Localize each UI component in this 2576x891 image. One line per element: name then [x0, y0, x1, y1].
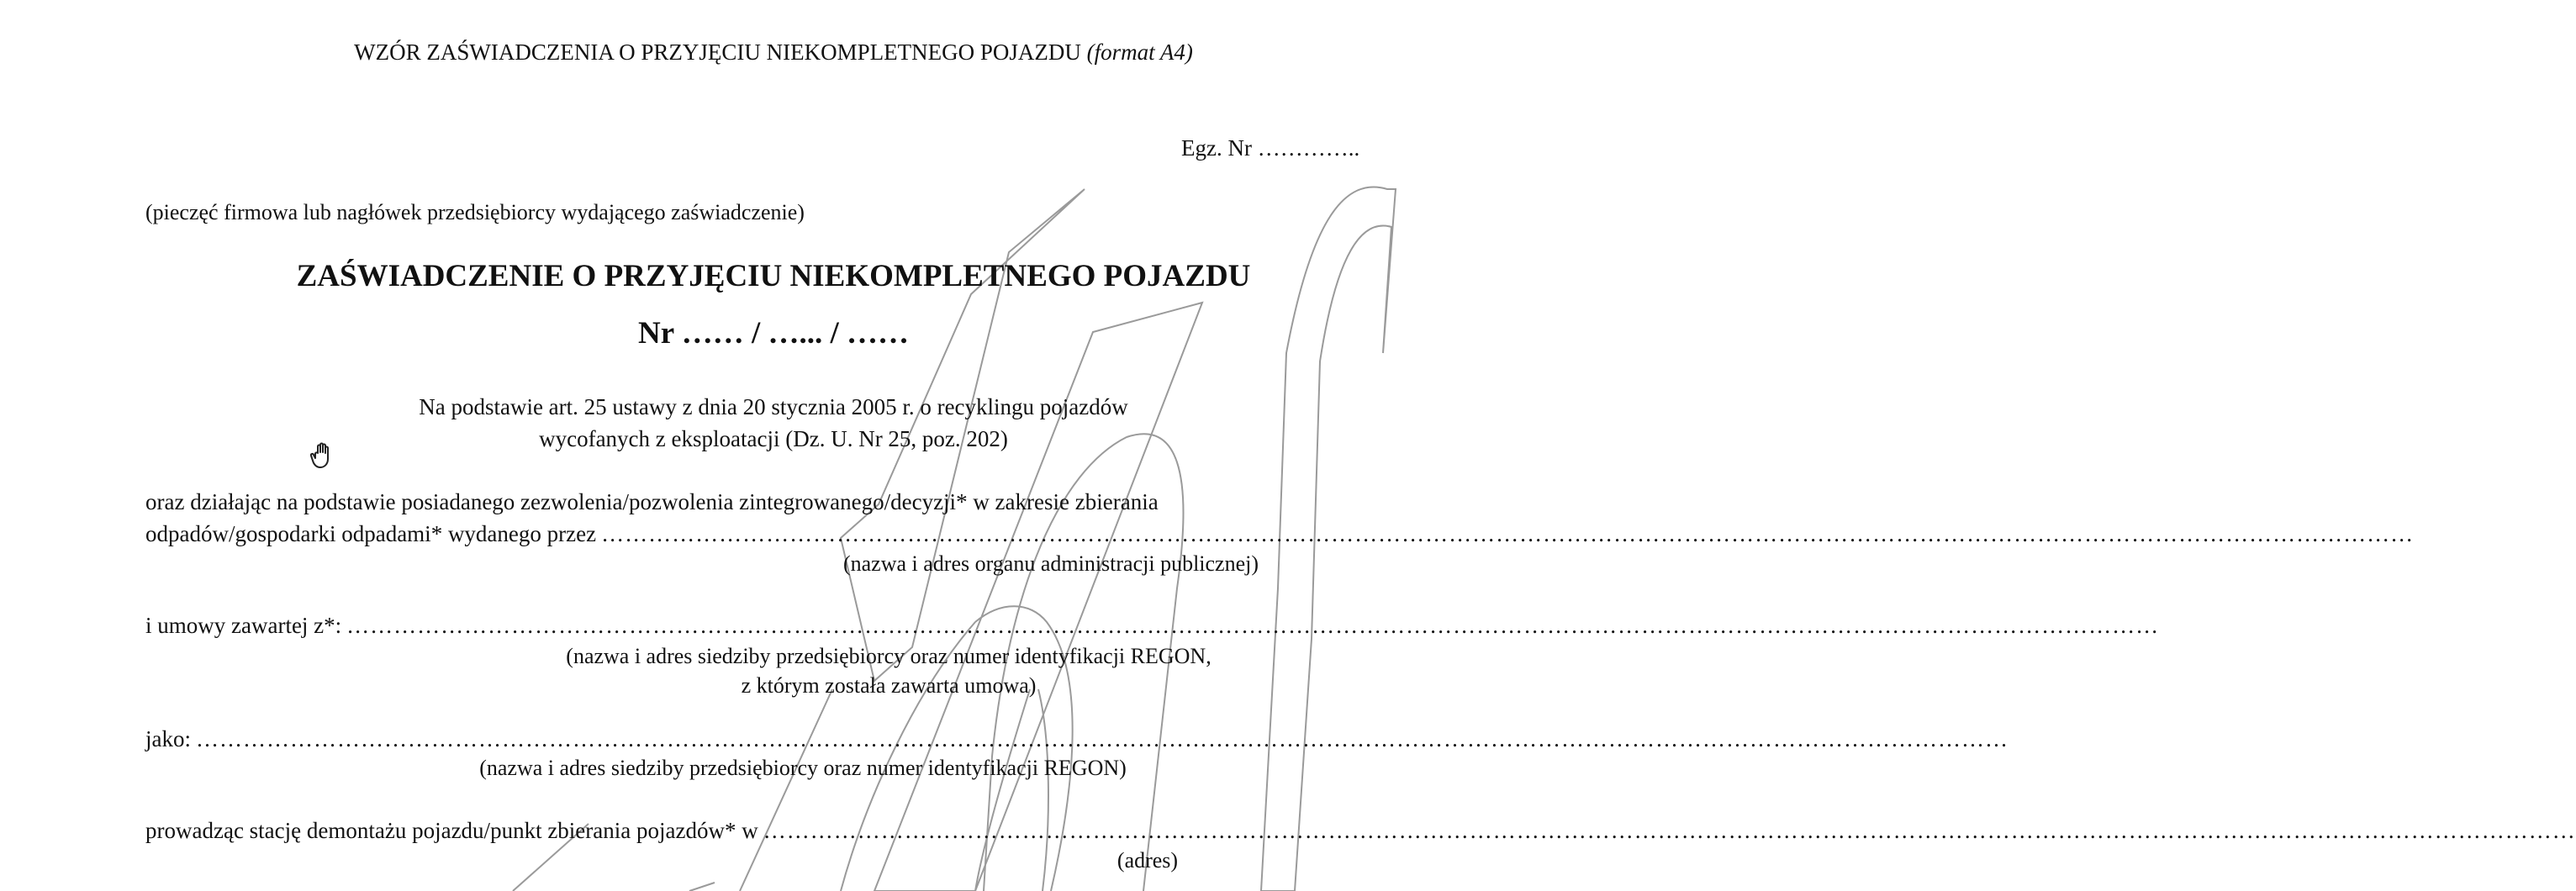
template-format: (format A4)	[1086, 40, 1193, 65]
watermark-stroke-bottom3	[740, 689, 832, 891]
as-caption: (nazwa i adres siedziby przedsiębiorcy oraz numer identyfikacji REGON)	[479, 756, 1127, 780]
contract-caption-line1: (nazwa i adres siedziby przedsiębiorcy oraz numer identyfikacji REGON,	[566, 644, 1211, 668]
template-title-text: WZÓR ZAŚWIADCZENIA O PRZYJĘCIU NIEKOMPLETNEGO POJAZDU	[354, 40, 1081, 65]
as-label: jako:	[145, 726, 191, 751]
document-title: ZAŚWIADCZENIE O PRZYJĘCIU NIEKOMPLETNEGO POJAZDU	[296, 259, 1251, 293]
contract-blank: ……………………………………………………………………………………………………………………………………………………………………………………………………………	[346, 613, 2160, 638]
watermark-stroke-mid	[874, 303, 1202, 891]
contract-caption-line2: z którym została zawarta umowa)	[741, 673, 1037, 698]
contract-row	[145, 612, 2160, 639]
permit-line2-row	[145, 520, 2415, 547]
station-caption: (adres)	[1116, 848, 1179, 873]
permit-issuer-blank: ……………………………………………………………………………………………………………………………………………………………………………………………………………	[601, 521, 2415, 546]
as-blank: ……………………………………………………………………………………………………………………………………………………………………………………………………………	[196, 726, 2009, 751]
permit-line1: oraz działając na podstawie posiadanego zezwolenia/pozwolenia zintegrowanego/decyzji* w zakresie zbierania	[145, 489, 1159, 514]
copy-number-label: Egz. Nr	[1181, 135, 1252, 161]
watermark-stroke-inner	[975, 689, 1048, 891]
template-title	[354, 39, 1193, 66]
as-row	[145, 725, 2009, 752]
hand-grab-cursor-icon	[309, 439, 342, 472]
watermark-stroke-bottom2	[689, 883, 715, 891]
station-row	[145, 817, 2576, 844]
stamp-note: (pieczęć firmowa lub nagłówek przedsiębiorcy wydającego zaświadczenie)	[145, 200, 805, 224]
copy-number	[1181, 134, 1359, 161]
legal-basis-line1: Na podstawie art. 25 ustawy z dnia 20 stycznia 2005 r. o recyklingu pojazdów	[419, 394, 1128, 419]
copy-number-value: …………..	[1257, 135, 1360, 161]
permit-caption: (nazwa i adres organu administracji publicznej)	[842, 551, 1259, 576]
legal-basis-line2: wycofanych z eksploatacji (Dz. U. Nr 25, poz. 202)	[539, 426, 1008, 451]
permit-line2-label: odpadów/gospodarki odpadami* wydanego przez	[145, 521, 597, 546]
station-label: prowadząc stację demontażu pojazdu/punkt zbierania pojazdów* w	[145, 818, 758, 843]
contract-label: i umowy zawartej z*:	[145, 613, 342, 638]
station-blank: ……………………………………………………………………………………………………………………………………………………………………………………………………………	[763, 818, 2576, 843]
document-number-line: Nr …… / …... / ……	[637, 316, 910, 351]
